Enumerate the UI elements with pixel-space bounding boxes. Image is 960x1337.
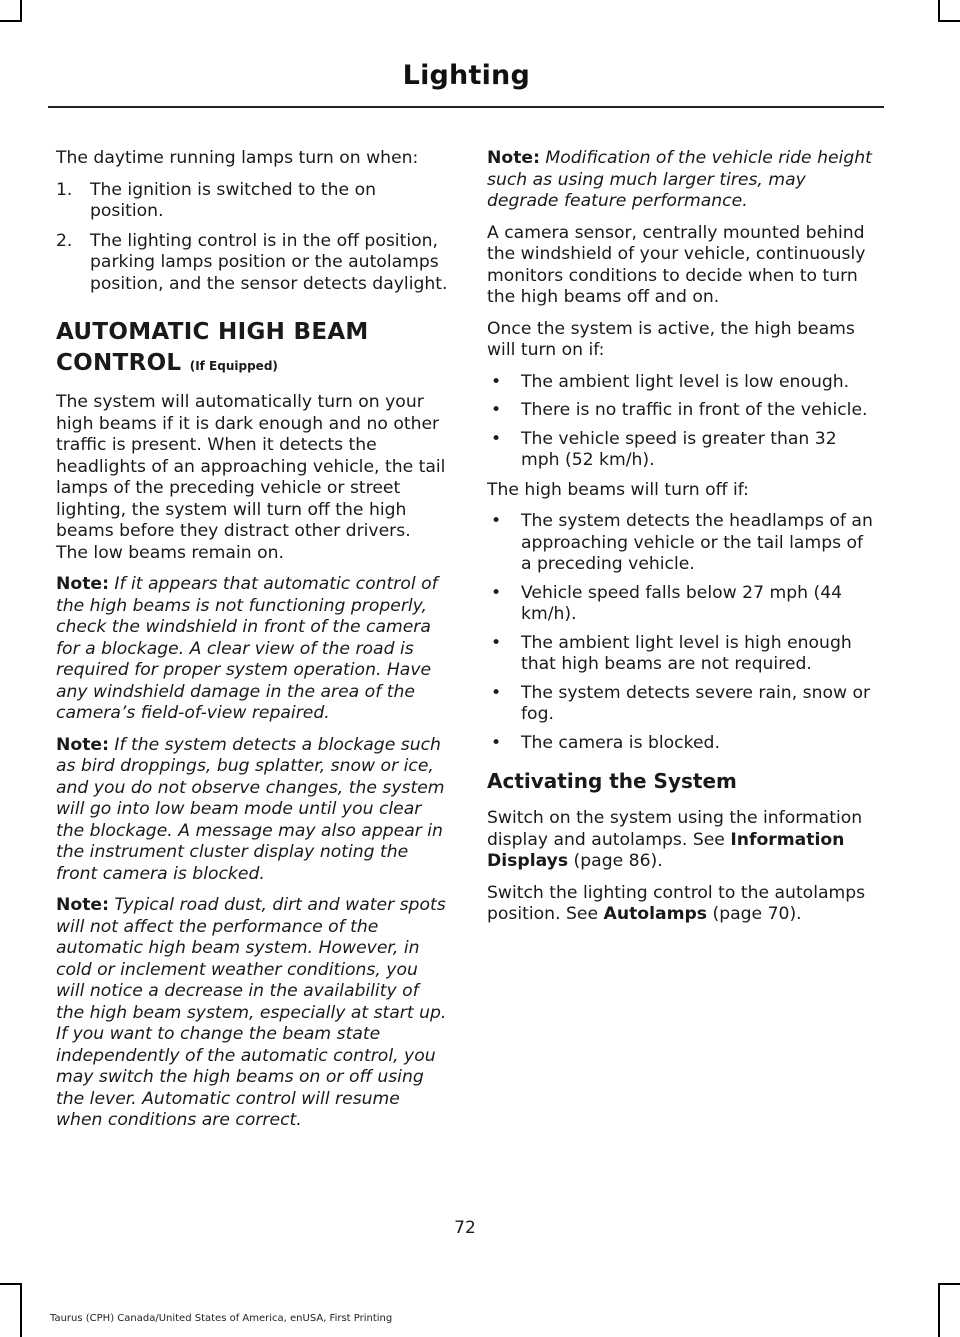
body-text: Once the system is active, the high beams will turn on if: bbox=[487, 318, 855, 360]
heading-line bbox=[56, 348, 448, 382]
equipped-tag: (If Equipped) bbox=[189, 359, 278, 373]
list-item bbox=[487, 400, 879, 422]
crop-mark bbox=[0, 20, 22, 22]
subheading: Activating the System bbox=[487, 769, 737, 793]
left-column bbox=[56, 148, 448, 1142]
bullet-icon: • bbox=[491, 682, 502, 703]
step-list bbox=[56, 180, 448, 296]
bullet-icon: • bbox=[491, 371, 502, 392]
list-item bbox=[487, 372, 879, 394]
header-rule bbox=[48, 106, 884, 108]
note-label: Note: bbox=[56, 895, 109, 915]
step-text: The ignition is switched to the on position. bbox=[90, 179, 376, 221]
list-text: There is no traffic in front of the vehicle. bbox=[521, 400, 868, 420]
note-text: If it appears that automatic control of the high beams is not functioning properly, check the windshield in front of the camera for a blockage. A clear view of the road is required for proper system operation. Have any windshield damage in the area of the camera’s field-of-view repaired. bbox=[56, 574, 438, 723]
note-text: Modification of the vehicle ride height such as using much larger tires, may degrade feature performance. bbox=[487, 148, 872, 211]
body-text: A camera sensor, centrally mounted behind the windshield of your vehicle, continuously monitors conditions to decide when to turn the high beams off and on. bbox=[487, 222, 866, 307]
list-item bbox=[487, 733, 879, 755]
bullet-icon: • bbox=[491, 732, 502, 753]
step-number: 1. bbox=[56, 179, 73, 200]
text-run: Switch the lighting control to the autolamps position. See bbox=[487, 882, 866, 924]
note-label: Note: bbox=[56, 734, 109, 755]
crop-mark bbox=[938, 1283, 940, 1337]
note-label: Note: bbox=[56, 574, 109, 594]
list-text: The ambient light level is high enough that high beams are not required. bbox=[521, 632, 852, 674]
page-number: 72 bbox=[454, 1218, 476, 1238]
list-text: The system detects severe rain, snow or fog. bbox=[521, 682, 871, 724]
list-text: Vehicle speed falls below 27 mph (44 km/h). bbox=[521, 582, 843, 624]
page-ref: (page 70). bbox=[707, 904, 802, 924]
list-item bbox=[487, 429, 879, 472]
note bbox=[56, 735, 448, 886]
list-item bbox=[487, 583, 879, 626]
heading-line: AUTOMATIC HIGH BEAM bbox=[56, 319, 369, 345]
bullet-icon: • bbox=[491, 400, 502, 420]
bullet-icon: • bbox=[491, 511, 502, 531]
heading-word: CONTROL bbox=[56, 350, 182, 376]
crop-mark bbox=[938, 1283, 960, 1285]
note-label: Note: bbox=[487, 148, 540, 168]
on-conditions-list bbox=[487, 372, 879, 472]
body-text bbox=[487, 883, 879, 926]
body-text bbox=[487, 808, 879, 873]
bullet-icon: • bbox=[491, 632, 502, 653]
list-text: The system detects the headlamps of an approaching vehicle or the tail lamps of a preceding vehicle. bbox=[521, 511, 873, 574]
cross-reference-link[interactable]: Autolamps bbox=[603, 904, 708, 924]
cross-reference-link[interactable]: Information Displays bbox=[487, 829, 845, 871]
note bbox=[56, 895, 448, 1132]
list-text: The camera is blocked. bbox=[521, 732, 720, 753]
text-run: Switch on the system using the information display and autolamps. See bbox=[487, 808, 863, 850]
off-conditions-list bbox=[487, 511, 879, 754]
bullet-icon: • bbox=[491, 582, 502, 603]
body-text: The high beams will turn off if: bbox=[487, 479, 749, 500]
right-column bbox=[487, 148, 879, 936]
list-item bbox=[487, 683, 879, 726]
note-text: If the system detects a blockage such as bird droppings, bug splatter, snow or ice, and you do not observe changes, the system will go into low beam mode until you clear the blockage. A message may also appear in the instrument cluster display noting the front camera is blocked. bbox=[56, 734, 445, 884]
list-item bbox=[487, 633, 879, 676]
step-number: 2. bbox=[56, 230, 73, 251]
list-item bbox=[56, 180, 448, 223]
section-heading bbox=[56, 317, 448, 382]
note-text: Typical road dust, dirt and water spots will not affect the performance of the automatic high beam system. However, in cold or inclement weather conditions, you will notice a decrease in the availability of the high beam system, especially at start up. If you want to change the beam state independently of the automatic control, you may switch the high beams on or off using the lever. Automatic control will resume when conditions are correct. bbox=[56, 895, 447, 1130]
note bbox=[487, 148, 879, 213]
page-title: Lighting bbox=[402, 60, 530, 91]
intro-text: The daytime running lamps turn on when: bbox=[56, 148, 419, 168]
list-text: The ambient light level is low enough. bbox=[521, 371, 850, 392]
bullet-icon: • bbox=[491, 428, 502, 449]
step-text: The lighting control is in the off position, parking lamps position or the autolamps position, and the sensor detects daylight. bbox=[90, 230, 448, 294]
list-item bbox=[56, 231, 448, 296]
crop-mark bbox=[938, 20, 960, 22]
crop-mark bbox=[0, 1283, 22, 1285]
crop-mark bbox=[938, 0, 940, 22]
list-item bbox=[487, 511, 879, 576]
list-text: The vehicle speed is greater than 32 mph (52 km/h). bbox=[521, 428, 837, 470]
crop-mark bbox=[20, 1283, 22, 1337]
page-ref: (page 86). bbox=[568, 851, 663, 871]
note bbox=[56, 574, 448, 725]
body-text: The system will automatically turn on your high beams if it is dark enough and no other traffic is present. When it detects the headlights of an approaching vehicle, the tail lamps of the preceding vehicle or street lighting, the system will turn off the high beams before they distract other drivers. The low beams remain on. bbox=[56, 392, 446, 563]
footer-text: Taurus (CPH) Canada/United States of America, enUSA, First Printing bbox=[50, 1313, 393, 1324]
crop-mark bbox=[20, 0, 22, 22]
